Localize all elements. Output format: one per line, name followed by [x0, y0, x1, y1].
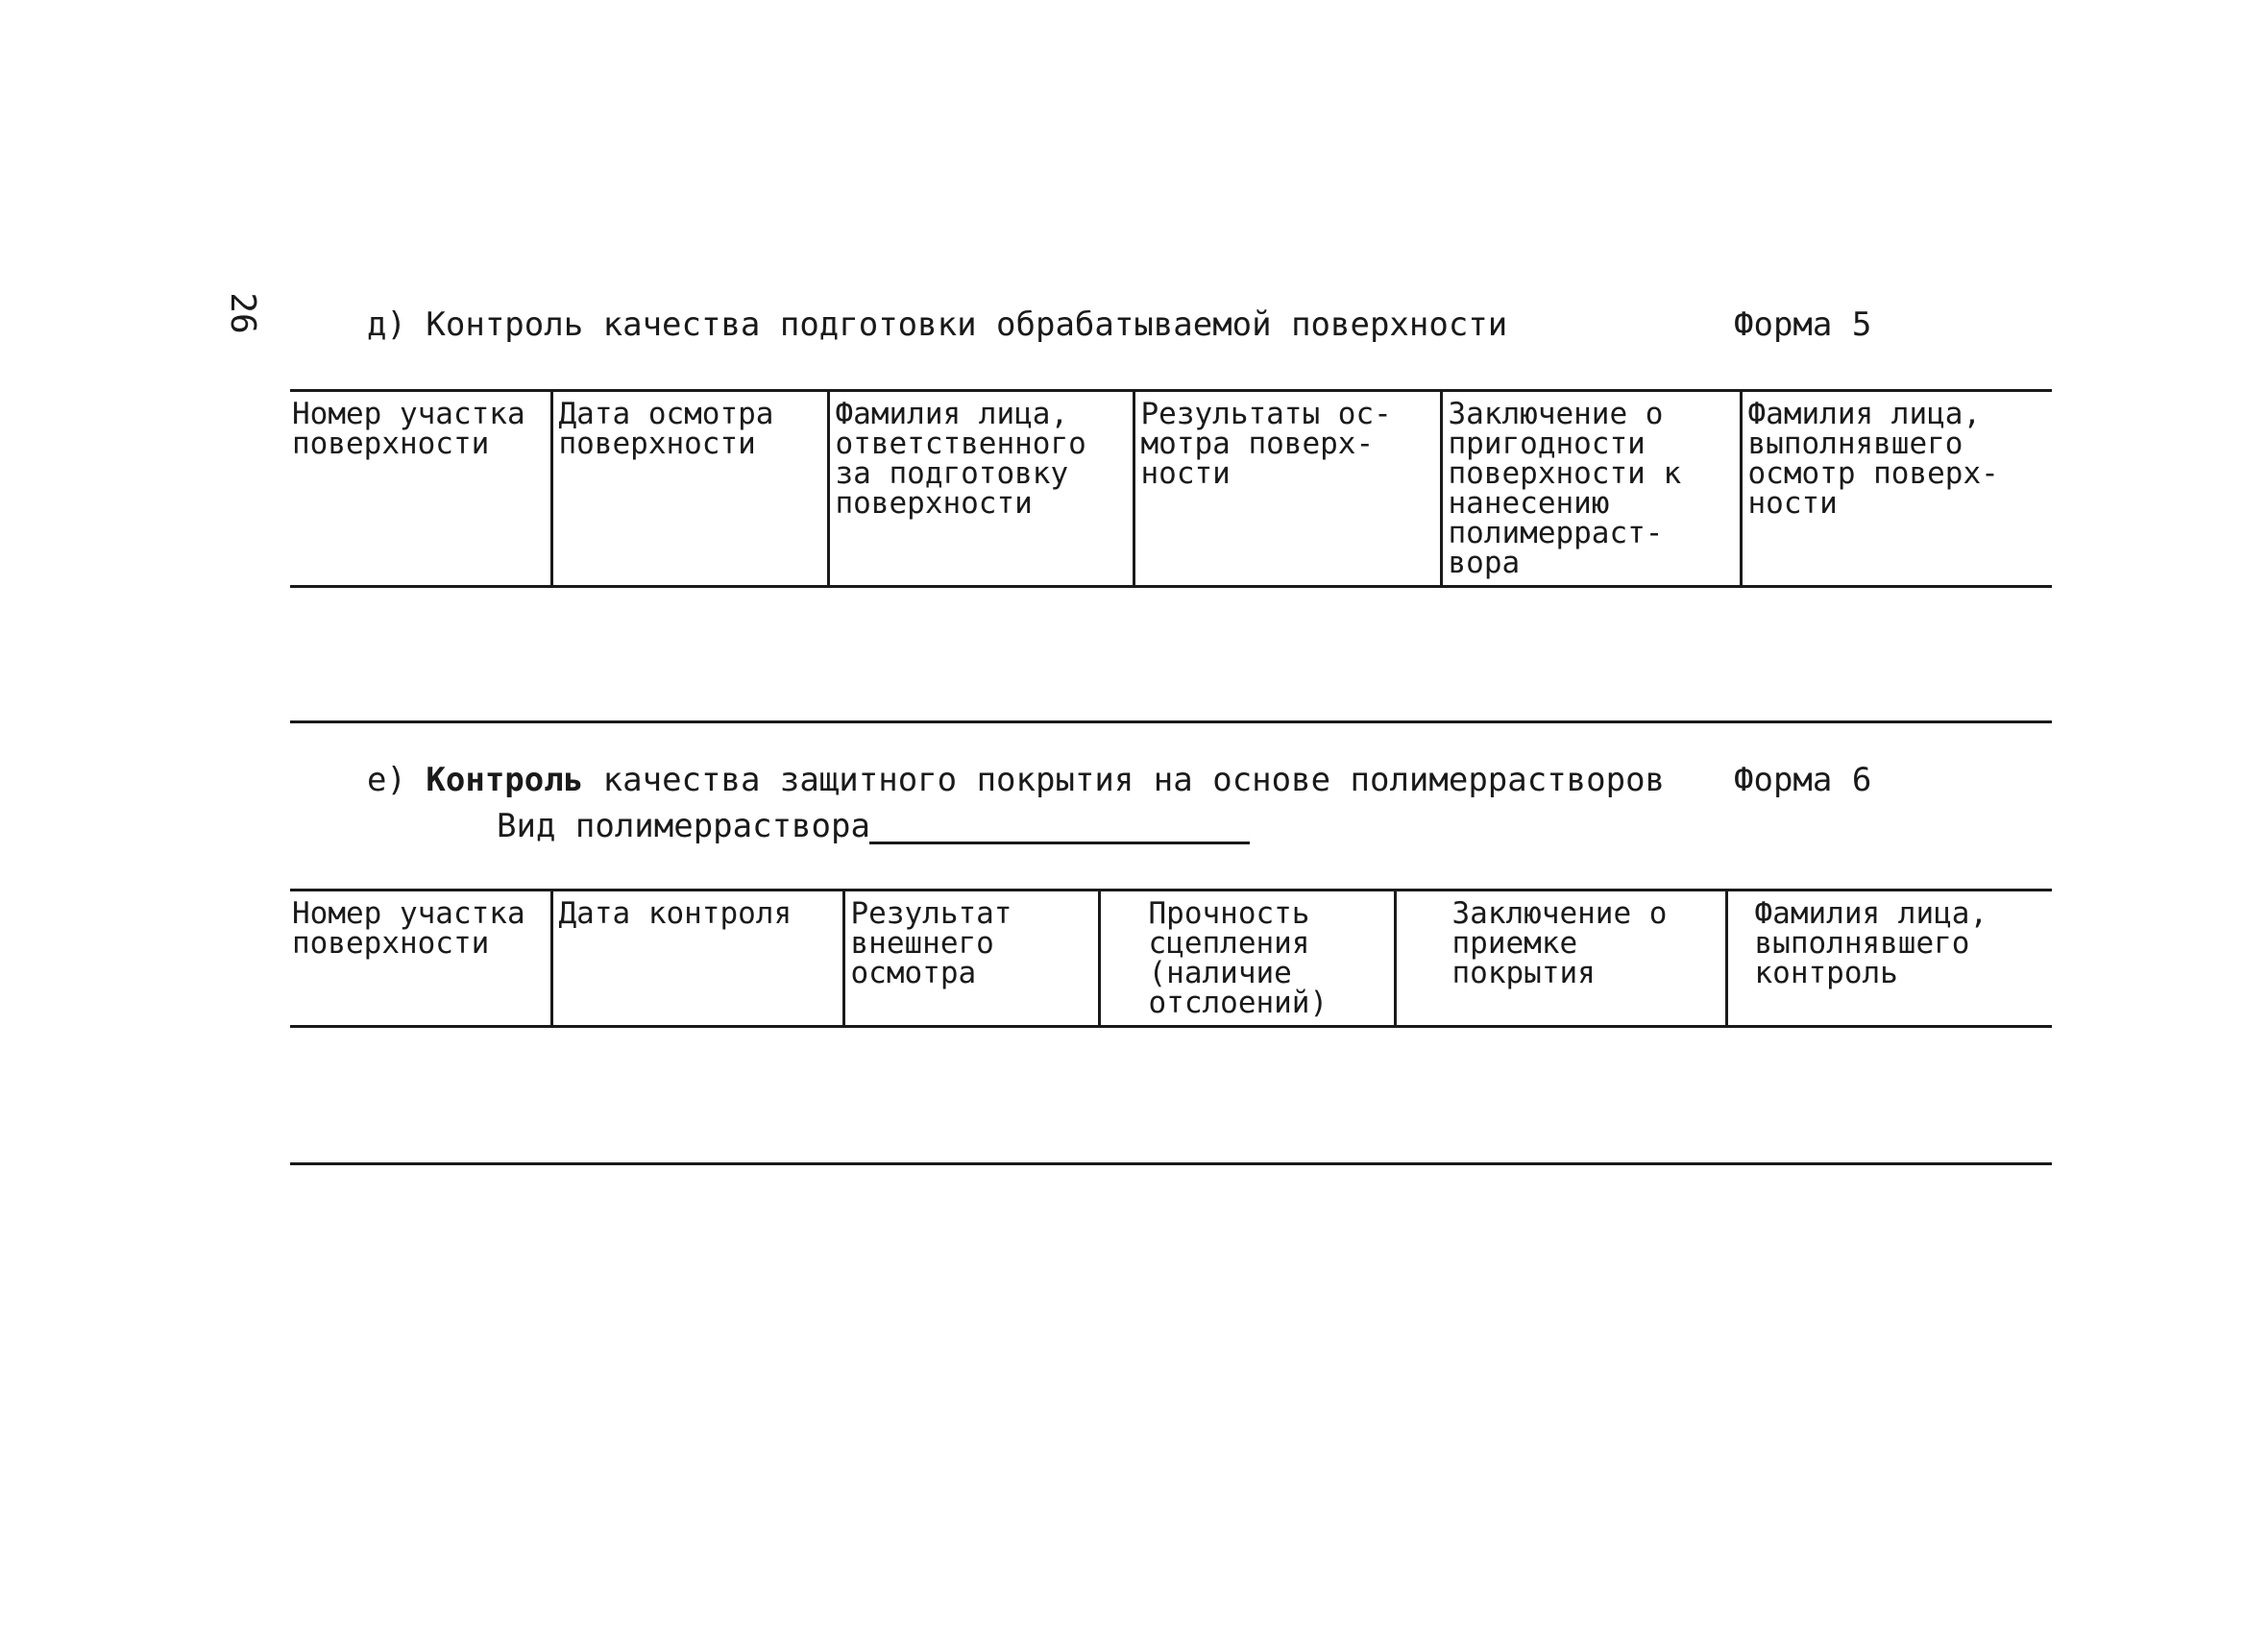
page-number: 26 — [223, 292, 262, 334]
form-6-header-row — [290, 891, 2052, 1027]
form-5-col-inspection-results: Результаты ос- мотра поверх- ности — [1134, 391, 1441, 587]
polymer-type-label: Вид полимерраствора — [497, 807, 870, 845]
form-5-table — [290, 389, 2052, 588]
form-6-col-adhesion-strength: Прочность сцепления (наличие отслоений) — [1099, 891, 1395, 1027]
form-5-col-responsible-person: Фамилия лица, ответственного за подготовку поверхности — [828, 391, 1134, 587]
section-e-form-label: Форма 6 — [1734, 761, 1872, 799]
section-d-form-label: Форма 5 — [1734, 305, 1872, 344]
form-5-header-row — [290, 391, 2052, 587]
form-6-col-visual-inspection: Результат внешнего осмотра — [843, 891, 1099, 1027]
polymer-type-fill-line[interactable] — [869, 842, 1250, 844]
form-5-bottom-line — [290, 720, 2052, 723]
section-d-title: д) Контроль качества подготовки обрабатываемой поверхности — [367, 305, 1508, 344]
form-5-col-suitability-conclusion: Заключение о пригодности поверхности к нанесению полимерраст- вора — [1441, 391, 1741, 587]
section-e-title-rest: качества защитного покрытия на основе полимеррастворов — [583, 761, 1666, 799]
section-e-title-prefix: е) — [367, 761, 427, 799]
section-e-title — [367, 761, 1665, 799]
form-6-col-acceptance-conclusion: Заключение о приемке покрытия — [1395, 891, 1726, 1027]
form-5-col-section-number: Номер участка поверхности — [292, 397, 525, 461]
form-6-col-controller-name: Фамилия лица, выполнявшего контроль — [1726, 891, 2052, 1027]
form-5-col-inspection-date: Дата осмотра поверхности — [551, 391, 828, 587]
form-6-col-control-date: Дата контроля — [551, 891, 843, 1027]
form-6-col-section-number: Номер участка поверхности — [292, 896, 525, 961]
section-e-title-bold: Контроль — [426, 761, 584, 799]
form-6-table — [290, 889, 2052, 1028]
form-6-bottom-line — [290, 1162, 2052, 1165]
form-5-col-inspector-name: Фамилия лица, выполнявшего осмотр поверх- ности — [1741, 391, 2052, 587]
